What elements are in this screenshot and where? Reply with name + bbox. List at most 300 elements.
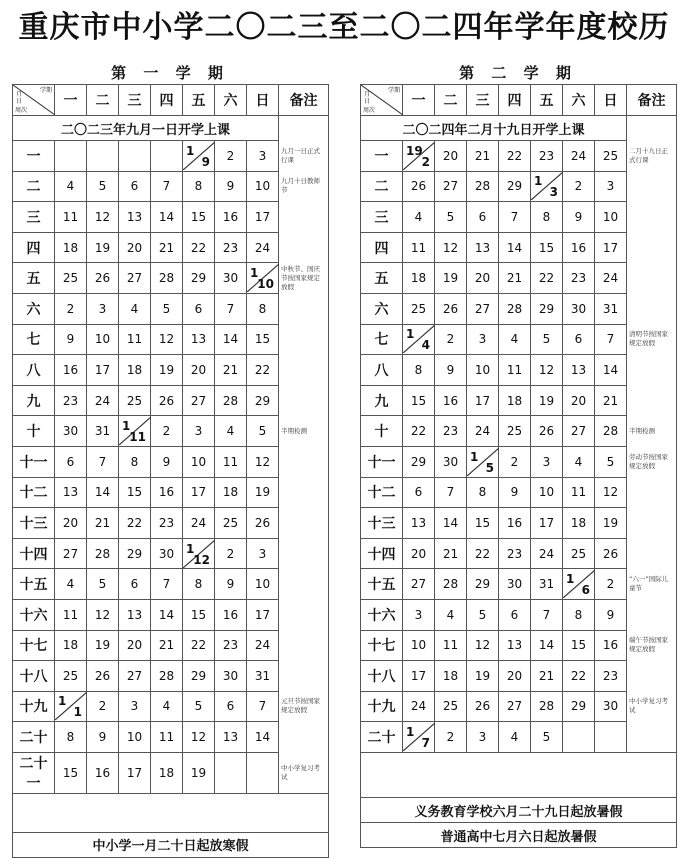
day-cell bbox=[247, 752, 279, 793]
day-cell: 23 bbox=[595, 661, 627, 692]
week-note bbox=[279, 538, 329, 569]
week-row bbox=[13, 232, 329, 263]
day-cell: 10 bbox=[247, 171, 279, 202]
month-number: 9 bbox=[201, 154, 210, 169]
week-row bbox=[13, 263, 329, 294]
day-cell: 24 bbox=[247, 232, 279, 263]
day-cell: 21 bbox=[595, 385, 627, 416]
day-cell: 25 bbox=[55, 263, 87, 294]
day-cell: 29 bbox=[531, 293, 563, 324]
notes-header: 备注 bbox=[627, 85, 677, 116]
day-cell: 15 bbox=[247, 324, 279, 355]
second-semester-panel bbox=[360, 62, 676, 848]
day-cell: 4 bbox=[435, 599, 467, 630]
day-cell: 16 bbox=[87, 752, 119, 793]
day-cell: 4 bbox=[403, 202, 435, 233]
day-cell: 29 bbox=[467, 569, 499, 600]
week-label: 十七 bbox=[361, 630, 403, 661]
month-start-cell bbox=[183, 141, 215, 172]
day-cell: 2 bbox=[87, 691, 119, 722]
week-label: 十六 bbox=[361, 599, 403, 630]
day-cell: 8 bbox=[403, 355, 435, 386]
week-row bbox=[361, 385, 677, 416]
month-start-cell bbox=[531, 171, 563, 202]
day-cell: 14 bbox=[151, 202, 183, 233]
day-cell: 10 bbox=[595, 202, 627, 233]
week-row bbox=[13, 661, 329, 692]
week-label: 二十 bbox=[13, 722, 55, 753]
weekday-header: 二 bbox=[87, 85, 119, 116]
day-cell: 14 bbox=[151, 599, 183, 630]
day-cell: 27 bbox=[403, 569, 435, 600]
week-row bbox=[13, 293, 329, 324]
weekday-header: 五 bbox=[183, 85, 215, 116]
weekday-header: 六 bbox=[215, 85, 247, 116]
day-cell: 30 bbox=[563, 293, 595, 324]
day-cell: 4 bbox=[499, 722, 531, 753]
corner-top-label: 学期 bbox=[387, 87, 400, 94]
day-cell: 28 bbox=[151, 263, 183, 294]
weekday-header: 四 bbox=[151, 85, 183, 116]
week-note: 劳动节按国家规定放假 bbox=[627, 446, 677, 477]
day-cell: 17 bbox=[403, 661, 435, 692]
day-number: 1 bbox=[122, 419, 131, 434]
week-note bbox=[279, 599, 329, 630]
day-cell: 26 bbox=[87, 661, 119, 692]
week-note bbox=[279, 722, 329, 753]
week-row bbox=[13, 416, 329, 447]
week-note: 元旦节按国家规定放假 bbox=[279, 691, 329, 722]
day-cell: 5 bbox=[87, 569, 119, 600]
week-label: 六 bbox=[13, 293, 55, 324]
week-row bbox=[361, 477, 677, 508]
day-cell: 7 bbox=[87, 446, 119, 477]
day-cell: 28 bbox=[151, 661, 183, 692]
start-banner-row bbox=[361, 116, 677, 141]
day-cell: 10 bbox=[467, 355, 499, 386]
day-cell: 2 bbox=[435, 722, 467, 753]
day-cell: 16 bbox=[215, 202, 247, 233]
week-note bbox=[627, 385, 677, 416]
day-cell: 12 bbox=[595, 477, 627, 508]
day-cell: 14 bbox=[87, 477, 119, 508]
day-cell: 7 bbox=[247, 691, 279, 722]
day-cell: 25 bbox=[595, 141, 627, 172]
day-cell: 28 bbox=[87, 538, 119, 569]
vacation-notice: 中小学一月二十日起放寒假 bbox=[13, 832, 329, 857]
weekday-header: 三 bbox=[467, 85, 499, 116]
day-cell: 25 bbox=[563, 538, 595, 569]
day-cell: 16 bbox=[595, 630, 627, 661]
day-cell: 25 bbox=[435, 691, 467, 722]
day-cell: 11 bbox=[151, 722, 183, 753]
day-cell: 18 bbox=[151, 752, 183, 793]
day-cell: 20 bbox=[563, 385, 595, 416]
header-row bbox=[361, 85, 677, 116]
month-start-cell bbox=[403, 722, 435, 753]
day-cell: 28 bbox=[215, 385, 247, 416]
day-cell: 23 bbox=[531, 141, 563, 172]
day-cell: 21 bbox=[499, 263, 531, 294]
month-number: 10 bbox=[257, 277, 274, 292]
first-semester-panel bbox=[12, 62, 328, 858]
day-cell: 12 bbox=[247, 446, 279, 477]
day-cell: 30 bbox=[499, 569, 531, 600]
day-cell: 25 bbox=[55, 661, 87, 692]
week-label: 十二 bbox=[361, 477, 403, 508]
semester-title: 第 一 学 期 bbox=[111, 64, 229, 82]
day-cell: 4 bbox=[215, 416, 247, 447]
footer-row bbox=[13, 832, 329, 857]
start-banner: 二〇二三年九月一日开学上课 bbox=[13, 116, 279, 141]
month-start-cell bbox=[403, 324, 435, 355]
day-cell: 22 bbox=[531, 263, 563, 294]
week-note bbox=[627, 232, 677, 263]
day-cell: 31 bbox=[87, 416, 119, 447]
day-cell: 21 bbox=[151, 630, 183, 661]
start-banner-row bbox=[13, 116, 329, 141]
month-number: 6 bbox=[581, 583, 590, 598]
day-cell: 26 bbox=[151, 385, 183, 416]
day-cell: 8 bbox=[531, 202, 563, 233]
day-cell: 11 bbox=[119, 324, 151, 355]
week-row bbox=[361, 293, 677, 324]
week-row bbox=[13, 630, 329, 661]
day-cell: 19 bbox=[247, 477, 279, 508]
day-cell: 13 bbox=[403, 508, 435, 539]
week-note bbox=[279, 202, 329, 233]
day-cell: 3 bbox=[531, 446, 563, 477]
week-label: 四 bbox=[13, 232, 55, 263]
day-cell: 24 bbox=[595, 263, 627, 294]
day-cell: 10 bbox=[119, 722, 151, 753]
week-label: 三 bbox=[13, 202, 55, 233]
day-cell: 20 bbox=[119, 630, 151, 661]
day-cell: 11 bbox=[435, 630, 467, 661]
week-note: 九月一日正式行课 bbox=[279, 141, 329, 172]
week-row bbox=[13, 477, 329, 508]
day-cell: 4 bbox=[55, 569, 87, 600]
weekday-header: 一 bbox=[55, 85, 87, 116]
week-label: 五 bbox=[361, 263, 403, 294]
week-label: 十九 bbox=[361, 691, 403, 722]
week-row bbox=[361, 263, 677, 294]
header-row bbox=[13, 85, 329, 116]
day-cell: 9 bbox=[215, 171, 247, 202]
day-cell: 13 bbox=[499, 630, 531, 661]
day-cell: 17 bbox=[467, 385, 499, 416]
week-note bbox=[627, 508, 677, 539]
day-cell: 5 bbox=[435, 202, 467, 233]
day-cell: 6 bbox=[467, 202, 499, 233]
notes-cell bbox=[279, 116, 329, 141]
day-cell: 3 bbox=[467, 722, 499, 753]
day-cell: 6 bbox=[119, 171, 151, 202]
week-note: 中小学复习考试 bbox=[627, 691, 677, 722]
week-note: 端午节按国家规定放假 bbox=[627, 630, 677, 661]
day-cell: 29 bbox=[183, 263, 215, 294]
corner-cell bbox=[361, 85, 403, 116]
day-cell: 20 bbox=[499, 661, 531, 692]
week-note: 清明节按国家规定放假 bbox=[627, 324, 677, 355]
week-note: 半期检测 bbox=[627, 416, 677, 447]
month-start-cell bbox=[403, 141, 435, 172]
day-cell: 10 bbox=[247, 569, 279, 600]
day-cell: 24 bbox=[403, 691, 435, 722]
day-cell: 14 bbox=[499, 232, 531, 263]
week-row bbox=[361, 202, 677, 233]
week-note bbox=[627, 293, 677, 324]
day-cell: 19 bbox=[87, 232, 119, 263]
day-cell: 26 bbox=[531, 416, 563, 447]
week-label: 四 bbox=[361, 232, 403, 263]
day-cell: 6 bbox=[499, 599, 531, 630]
day-cell: 17 bbox=[247, 599, 279, 630]
day-cell: 22 bbox=[563, 661, 595, 692]
week-row bbox=[13, 446, 329, 477]
day-cell: 16 bbox=[55, 355, 87, 386]
corner-mid-label: 月日 bbox=[15, 91, 22, 105]
day-number: 1 bbox=[566, 572, 575, 587]
week-row bbox=[13, 385, 329, 416]
week-note bbox=[279, 355, 329, 386]
day-cell: 29 bbox=[183, 661, 215, 692]
day-cell: 18 bbox=[435, 661, 467, 692]
weekday-header: 三 bbox=[119, 85, 151, 116]
day-cell: 27 bbox=[55, 538, 87, 569]
week-row bbox=[361, 661, 677, 692]
day-cell: 28 bbox=[435, 569, 467, 600]
day-cell: 29 bbox=[499, 171, 531, 202]
week-note: 半期检测 bbox=[279, 416, 329, 447]
weekday-header: 二 bbox=[435, 85, 467, 116]
week-note: “六一”国际儿童节 bbox=[627, 569, 677, 600]
day-cell: 23 bbox=[435, 416, 467, 447]
day-cell: 27 bbox=[435, 171, 467, 202]
day-cell: 11 bbox=[55, 202, 87, 233]
day-cell: 23 bbox=[215, 232, 247, 263]
day-cell: 13 bbox=[119, 202, 151, 233]
day-number: 19 bbox=[406, 143, 423, 158]
month-number: 7 bbox=[421, 736, 430, 751]
blank-row bbox=[13, 793, 329, 832]
day-cell: 3 bbox=[247, 141, 279, 172]
day-cell: 11 bbox=[403, 232, 435, 263]
day-cell: 26 bbox=[87, 263, 119, 294]
day-cell: 4 bbox=[55, 171, 87, 202]
day-cell: 6 bbox=[119, 569, 151, 600]
week-note bbox=[279, 477, 329, 508]
corner-mid-label: 月日 bbox=[363, 91, 370, 105]
day-cell: 17 bbox=[87, 355, 119, 386]
week-row bbox=[13, 202, 329, 233]
day-cell: 26 bbox=[247, 508, 279, 539]
footer-row bbox=[361, 798, 677, 823]
day-cell: 30 bbox=[55, 416, 87, 447]
day-cell: 28 bbox=[499, 293, 531, 324]
weekday-header: 日 bbox=[247, 85, 279, 116]
week-label: 十三 bbox=[361, 508, 403, 539]
day-cell bbox=[215, 752, 247, 793]
day-cell: 6 bbox=[403, 477, 435, 508]
week-note: 中小学复习考试 bbox=[279, 752, 329, 793]
day-cell: 12 bbox=[87, 202, 119, 233]
week-label: 二十一 bbox=[13, 752, 55, 793]
week-note bbox=[279, 508, 329, 539]
week-label: 十八 bbox=[13, 661, 55, 692]
day-cell: 24 bbox=[531, 538, 563, 569]
month-start-cell bbox=[183, 538, 215, 569]
day-cell: 22 bbox=[183, 232, 215, 263]
day-cell: 13 bbox=[563, 355, 595, 386]
day-cell: 15 bbox=[403, 385, 435, 416]
day-cell: 2 bbox=[151, 416, 183, 447]
notes-header: 备注 bbox=[279, 85, 329, 116]
day-cell: 4 bbox=[563, 446, 595, 477]
corner-bottom-label: 周次 bbox=[15, 107, 28, 114]
day-cell: 26 bbox=[595, 538, 627, 569]
week-note bbox=[279, 232, 329, 263]
day-cell: 2 bbox=[499, 446, 531, 477]
week-label: 十二 bbox=[13, 477, 55, 508]
week-label: 九 bbox=[13, 385, 55, 416]
day-cell: 2 bbox=[595, 569, 627, 600]
week-label: 二 bbox=[13, 171, 55, 202]
week-label: 六 bbox=[361, 293, 403, 324]
week-label: 十七 bbox=[13, 630, 55, 661]
day-cell: 15 bbox=[119, 477, 151, 508]
day-cell: 24 bbox=[467, 416, 499, 447]
day-cell: 16 bbox=[563, 232, 595, 263]
vacation-notice: 普通高中七月六日起放暑假 bbox=[361, 823, 677, 848]
day-cell: 22 bbox=[403, 416, 435, 447]
day-cell bbox=[595, 722, 627, 753]
day-cell: 20 bbox=[467, 263, 499, 294]
week-note bbox=[627, 538, 677, 569]
week-row bbox=[361, 722, 677, 753]
week-label: 七 bbox=[361, 324, 403, 355]
week-row bbox=[13, 324, 329, 355]
day-number: 1 bbox=[186, 541, 195, 556]
day-cell: 16 bbox=[215, 599, 247, 630]
day-cell: 29 bbox=[119, 538, 151, 569]
week-label: 二 bbox=[361, 171, 403, 202]
day-cell: 7 bbox=[499, 202, 531, 233]
day-cell: 9 bbox=[215, 569, 247, 600]
day-cell: 31 bbox=[595, 293, 627, 324]
month-start-cell bbox=[467, 446, 499, 477]
weekday-header: 六 bbox=[563, 85, 595, 116]
day-cell: 8 bbox=[183, 569, 215, 600]
day-cell: 30 bbox=[215, 661, 247, 692]
footer-row bbox=[361, 753, 677, 798]
day-cell: 20 bbox=[183, 355, 215, 386]
weekday-header: 四 bbox=[499, 85, 531, 116]
day-cell: 15 bbox=[531, 232, 563, 263]
day-number: 1 bbox=[58, 694, 67, 709]
day-cell: 25 bbox=[215, 508, 247, 539]
day-cell: 23 bbox=[563, 263, 595, 294]
day-cell: 7 bbox=[215, 293, 247, 324]
day-cell: 16 bbox=[435, 385, 467, 416]
day-cell: 6 bbox=[215, 691, 247, 722]
week-row bbox=[361, 630, 677, 661]
day-cell: 9 bbox=[87, 722, 119, 753]
month-start-cell bbox=[247, 263, 279, 294]
week-note bbox=[627, 477, 677, 508]
day-cell bbox=[563, 722, 595, 753]
start-banner: 二〇二四年二月十九日开学上课 bbox=[361, 116, 627, 141]
day-cell: 6 bbox=[563, 324, 595, 355]
day-cell: 29 bbox=[403, 446, 435, 477]
day-cell: 2 bbox=[435, 324, 467, 355]
day-cell: 11 bbox=[563, 477, 595, 508]
week-row bbox=[361, 569, 677, 600]
day-cell: 13 bbox=[183, 324, 215, 355]
day-cell: 18 bbox=[403, 263, 435, 294]
day-cell: 3 bbox=[87, 293, 119, 324]
corner-cell bbox=[13, 85, 55, 116]
day-cell: 27 bbox=[499, 691, 531, 722]
day-cell: 2 bbox=[215, 538, 247, 569]
day-cell: 18 bbox=[55, 630, 87, 661]
day-cell: 4 bbox=[119, 293, 151, 324]
day-cell: 5 bbox=[247, 416, 279, 447]
day-cell: 5 bbox=[531, 324, 563, 355]
week-row bbox=[13, 355, 329, 386]
week-note bbox=[279, 446, 329, 477]
week-label: 七 bbox=[13, 324, 55, 355]
week-label: 十九 bbox=[13, 691, 55, 722]
day-cell: 3 bbox=[403, 599, 435, 630]
week-label: 十 bbox=[13, 416, 55, 447]
day-cell: 21 bbox=[435, 538, 467, 569]
week-label: 九 bbox=[361, 385, 403, 416]
week-row bbox=[361, 141, 677, 172]
day-cell: 3 bbox=[183, 416, 215, 447]
day-cell: 15 bbox=[55, 752, 87, 793]
week-label: 十一 bbox=[13, 446, 55, 477]
day-cell: 19 bbox=[151, 355, 183, 386]
week-label: 三 bbox=[361, 202, 403, 233]
day-cell: 8 bbox=[119, 446, 151, 477]
day-cell: 25 bbox=[403, 293, 435, 324]
week-label: 十五 bbox=[13, 569, 55, 600]
week-note bbox=[627, 202, 677, 233]
day-cell: 28 bbox=[531, 691, 563, 722]
day-cell: 31 bbox=[531, 569, 563, 600]
day-cell: 26 bbox=[403, 171, 435, 202]
week-row bbox=[361, 171, 677, 202]
week-row bbox=[13, 141, 329, 172]
day-cell: 16 bbox=[151, 477, 183, 508]
day-cell: 14 bbox=[531, 630, 563, 661]
week-label: 八 bbox=[361, 355, 403, 386]
week-row bbox=[361, 416, 677, 447]
day-cell: 10 bbox=[403, 630, 435, 661]
day-cell: 24 bbox=[247, 630, 279, 661]
day-cell: 16 bbox=[499, 508, 531, 539]
week-row bbox=[13, 752, 329, 793]
week-row bbox=[361, 538, 677, 569]
calendar-table bbox=[12, 84, 329, 858]
calendar-title: 重庆市中小学二〇二三至二〇二四年学年度校历 bbox=[18, 10, 670, 45]
day-cell: 9 bbox=[563, 202, 595, 233]
day-cell: 19 bbox=[467, 661, 499, 692]
day-cell: 5 bbox=[595, 446, 627, 477]
day-cell: 2 bbox=[215, 141, 247, 172]
week-label: 十一 bbox=[361, 446, 403, 477]
